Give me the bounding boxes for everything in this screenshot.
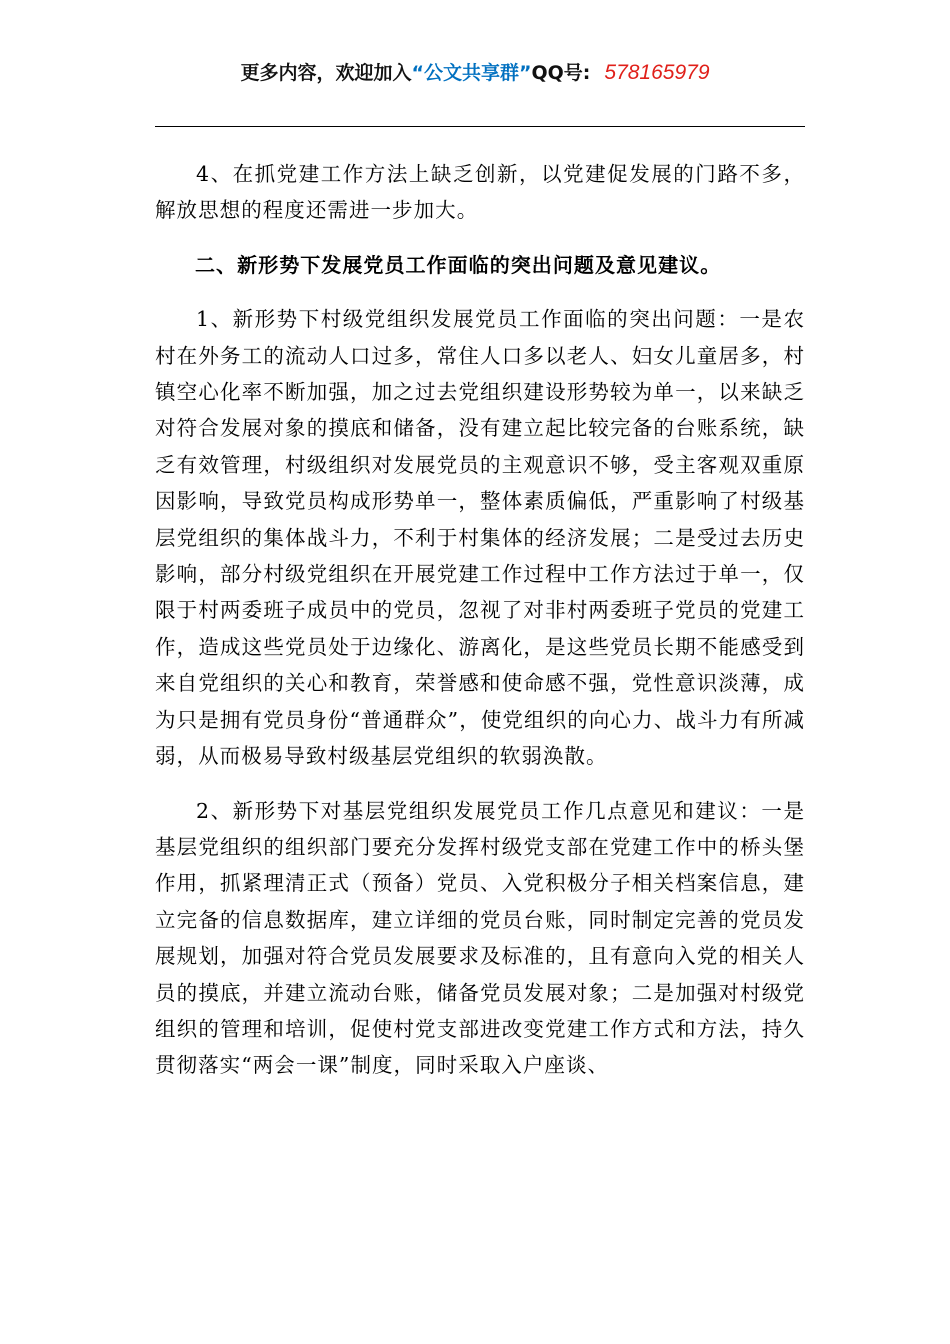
paragraph-point-4: 4、在抓党建工作方法上缺乏创新，以党建促发展的门路不多，解放思想的程度还需进一步加大。 xyxy=(155,162,805,223)
header-group-name: “公文共享群” xyxy=(411,62,532,84)
paragraph-suggestions: 2、新形势下对基层党组织发展党员工作几点意见和建议：一是基层党组织的组织部门要充分发挥村级党支部在党建工作中的桥头堡作用，抓紧理清正式（预备）党员、入党积极分子相关档案信息，建立完备的信息数据库，建立详细的党员台账，同时制定完善的党员发展规划，加强对符合党员发展要求及标准的，且有意向入党的相关人员的摸底，并建立流动台账，储备党员发展对象；二是加强对村级党组织的管理和培训，促使村党支部进改变党建工作方式和方法，持久贯彻落实“两会一课”制度，同时采取入户座谈、 xyxy=(155,798,805,1078)
page-header xyxy=(0,58,950,85)
section-heading-2: 二、新形势下发展党员工作面临的突出问题及意见建议。 xyxy=(195,252,722,277)
header-divider xyxy=(155,126,805,127)
document-body xyxy=(155,156,805,1102)
header-qq-number: 578165979 xyxy=(604,61,710,84)
paragraph-problems: 1、新形势下村级党组织发展党员工作面临的突出问题：一是农村在外务工的流动人口过多，常住人口多以老人、妇女儿童居多，村镇空心化率不断加强，加之过去党组织建设形势较为单一，以来缺乏对符合发展对象的摸底和储备，没有建立起比较完备的台账系统，缺乏有效管理，村级组织对发展党员的主观意识不够，受主客观双重原因影响，导致党员构成形势单一，整体素质偏低，严重影响了村级基层党组织的集体战斗力，不利于村集体的经济发展；二是受过去历史影响，部分村级党组织在开展党建工作过程中工作方法过于单一，仅限于村两委班子成员中的党员，忽视了对非村两委班子党员的党建工作，造成这些党员处于边缘化、游离化，是这些党员长期不能感受到来自党组织的关心和教育，荣誉感和使命感不强，党性意识淡薄，成为只是拥有党员身份“普通群众”，使党组织的向心力、战斗力有所减弱，从而极易导致村级基层党组织的软弱涣散。 xyxy=(155,307,805,769)
header-qq-label: QQ号: xyxy=(531,62,591,84)
header-prefix: 更多内容，欢迎加入 xyxy=(240,62,412,84)
